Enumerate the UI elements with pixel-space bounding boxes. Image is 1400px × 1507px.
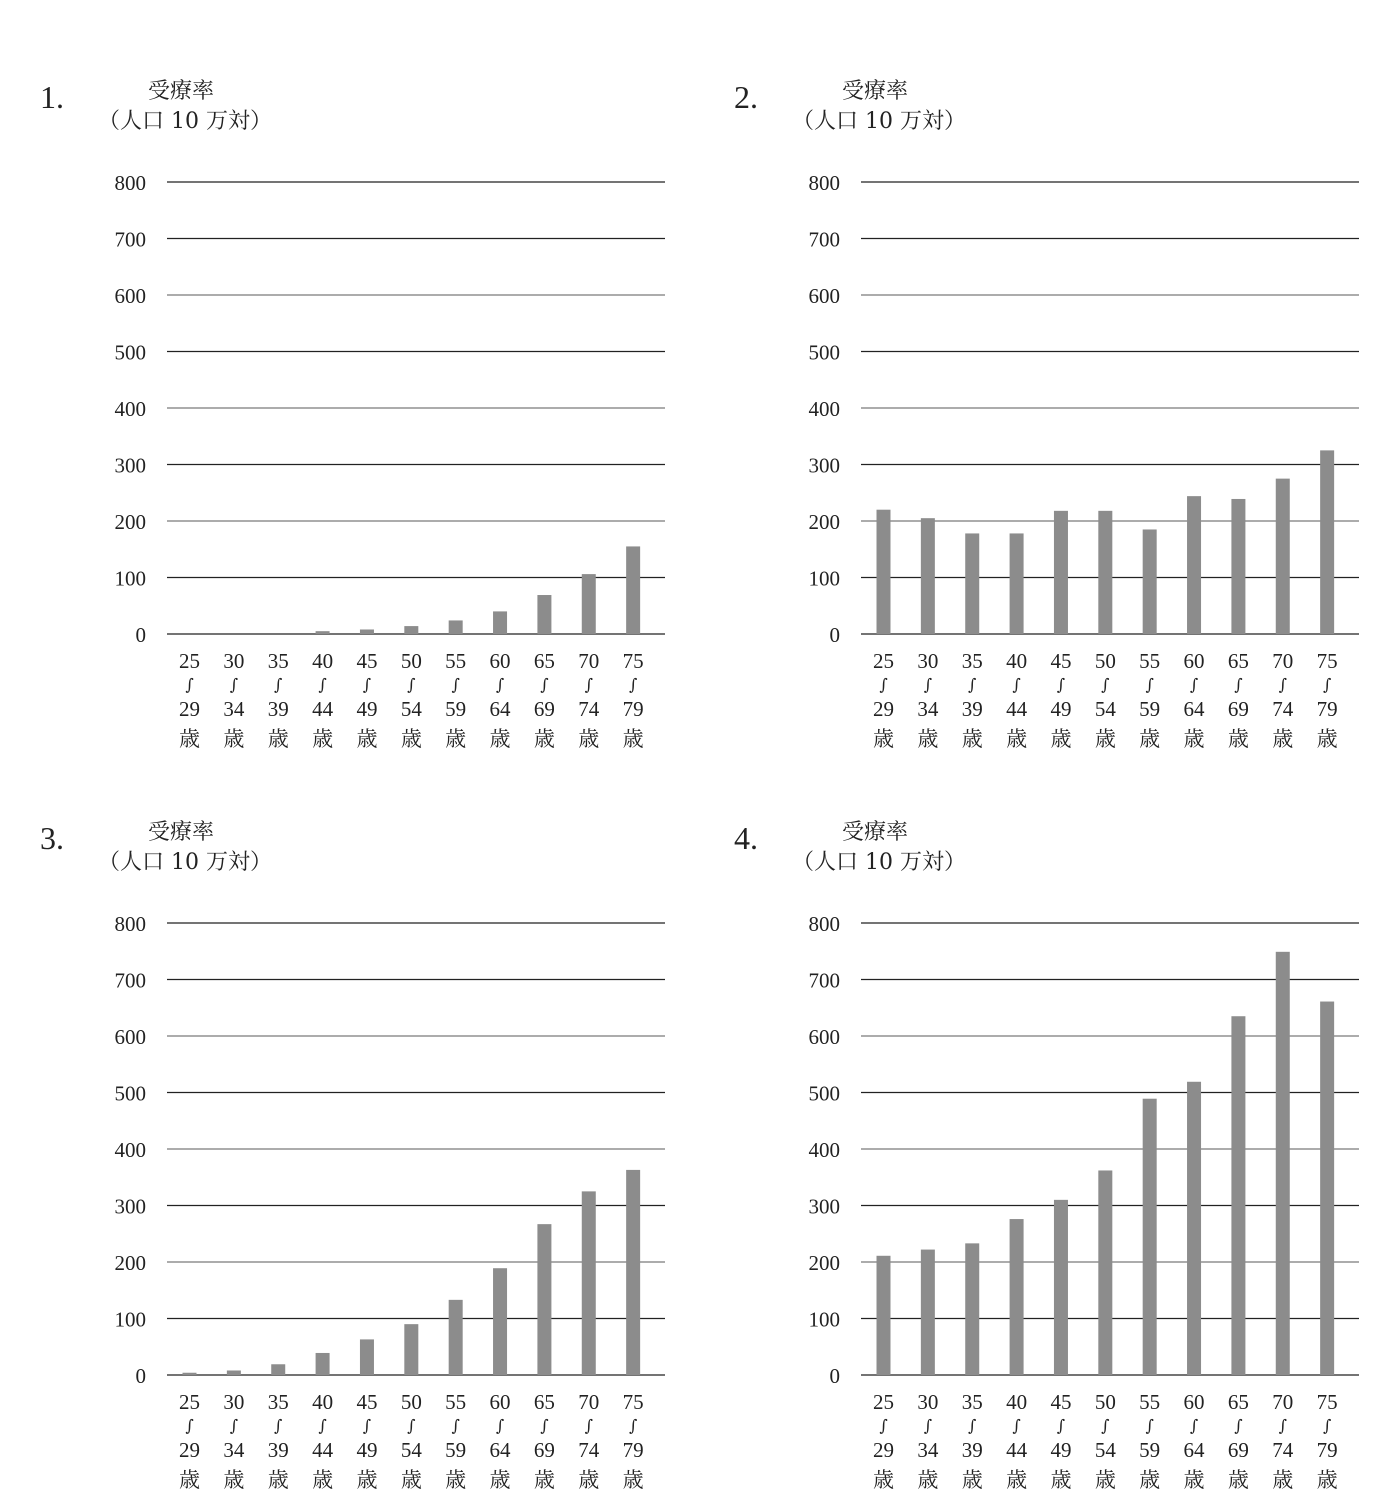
x-tick-label-separator: ∫ <box>407 675 416 694</box>
y-tick-label: 0 <box>829 623 840 647</box>
x-tick-label-end: 59 <box>1139 1438 1161 1462</box>
x-tick-label-end: 39 <box>961 1438 983 1462</box>
x-tick-label-separator: ∫ <box>1234 1416 1243 1435</box>
x-tick-label-start: 65 <box>1227 649 1249 673</box>
x-tick-label-unit: 歳 <box>356 1468 378 1492</box>
x-tick-label-separator: ∫ <box>1145 675 1154 694</box>
x-tick-label-separator: ∫ <box>584 1416 593 1435</box>
x-tick-label-separator: ∫ <box>1234 675 1243 694</box>
y-tick-label: 400 <box>808 1138 840 1162</box>
x-tick-label-start: 30 <box>917 649 939 673</box>
bar <box>1276 479 1290 634</box>
x-tick-label-end: 79 <box>622 697 644 721</box>
x-tick-label-separator: ∫ <box>968 1416 977 1435</box>
x-tick-label-unit: 歳 <box>1050 727 1072 751</box>
y-axis-unit: （人口 10 万対） <box>98 109 272 134</box>
x-tick-label-end: 39 <box>961 697 983 721</box>
x-tick-label-end: 54 <box>400 1438 422 1462</box>
y-tick-label: 100 <box>808 1307 840 1332</box>
bar <box>183 1373 197 1375</box>
y-tick-label: 500 <box>114 1081 146 1106</box>
y-tick-label: 400 <box>114 397 146 421</box>
x-tick-label-separator: ∫ <box>1056 1416 1066 1435</box>
bar <box>1010 533 1024 634</box>
x-tick-label-separator: ∫ <box>229 1416 239 1435</box>
y-axis-unit: （人口 10 万対） <box>792 109 966 134</box>
bar <box>537 595 551 634</box>
x-tick-label-separator: ∫ <box>1322 1416 1332 1435</box>
bar <box>965 1243 979 1375</box>
x-tick-label-unit: 歳 <box>267 1468 289 1492</box>
x-tick-label-start: 65 <box>1227 1390 1249 1414</box>
x-tick-label-unit: 歳 <box>1183 1468 1205 1492</box>
bar <box>537 1224 551 1375</box>
x-tick-label-start: 40 <box>312 1390 334 1414</box>
x-tick-label-unit: 歳 <box>489 1468 511 1492</box>
bar <box>921 1250 935 1375</box>
x-tick-label-separator: ∫ <box>540 675 549 694</box>
x-tick-label-start: 55 <box>445 649 467 673</box>
x-tick-label-unit: 歳 <box>1227 1468 1249 1492</box>
x-tick-label-unit: 歳 <box>400 727 422 751</box>
x-tick-label-separator: ∫ <box>540 1416 549 1435</box>
x-tick-label-start: 70 <box>578 1390 600 1414</box>
x-tick-label-unit: 歳 <box>961 727 983 751</box>
y-tick-label: 800 <box>808 171 840 195</box>
x-tick-label-start: 75 <box>622 649 644 673</box>
x-tick-label-separator: ∫ <box>318 1416 327 1435</box>
bar <box>965 533 979 634</box>
x-tick-label-unit: 歳 <box>179 1468 200 1492</box>
x-tick-label-end: 64 <box>1183 1438 1205 1462</box>
x-tick-label-unit: 歳 <box>1006 1468 1028 1492</box>
y-axis-title: 受療率 <box>148 79 215 104</box>
x-tick-label-start: 60 <box>489 649 511 673</box>
x-tick-label-start: 45 <box>356 1390 378 1414</box>
x-tick-label-end: 74 <box>1272 1438 1294 1462</box>
bar <box>1276 952 1290 1375</box>
x-tick-label-end: 64 <box>489 697 511 721</box>
x-tick-label-end: 34 <box>917 697 939 721</box>
y-tick-label: 200 <box>114 1251 146 1275</box>
x-tick-label-unit: 歳 <box>622 727 644 751</box>
x-tick-label-separator: ∫ <box>628 675 638 694</box>
x-tick-label-unit: 歳 <box>873 727 894 751</box>
bar <box>404 1324 418 1375</box>
y-tick-label: 100 <box>114 1307 146 1332</box>
bar <box>1231 499 1245 634</box>
x-tick-label-unit: 歳 <box>961 1468 983 1492</box>
x-tick-label-start: 35 <box>267 1390 289 1414</box>
x-tick-label-start: 45 <box>356 649 378 673</box>
chart-number: 4. <box>734 820 758 856</box>
x-tick-label-unit: 歳 <box>1227 727 1249 751</box>
x-tick-label-unit: 歳 <box>356 727 378 751</box>
x-tick-label-separator: ∫ <box>584 675 593 694</box>
x-tick-label-start: 40 <box>312 649 334 673</box>
x-tick-label-end: 29 <box>873 697 894 721</box>
x-tick-label-end: 44 <box>312 697 334 721</box>
x-tick-label-unit: 歳 <box>400 1468 422 1492</box>
x-tick-label-end: 49 <box>356 697 378 721</box>
y-tick-label: 600 <box>114 1025 146 1049</box>
chart-number: 2. <box>734 79 758 115</box>
x-tick-label-unit: 歳 <box>223 727 245 751</box>
x-tick-label-unit: 歳 <box>1316 1468 1338 1492</box>
chart-panel-2 <box>694 0 1394 750</box>
y-tick-label: 300 <box>808 1194 840 1219</box>
x-tick-label-end: 59 <box>1139 697 1161 721</box>
x-tick-label-separator: ∫ <box>185 675 194 694</box>
x-tick-label-unit: 歳 <box>1094 1468 1116 1492</box>
x-tick-label-end: 54 <box>1094 1438 1116 1462</box>
x-tick-label-unit: 歳 <box>1006 727 1028 751</box>
x-tick-label-start: 30 <box>223 1390 245 1414</box>
x-tick-label-end: 79 <box>1316 697 1338 721</box>
x-tick-label-start: 30 <box>917 1390 939 1414</box>
chart-number: 3. <box>40 820 64 856</box>
y-axis-title: 受療率 <box>148 820 215 845</box>
y-tick-label: 500 <box>808 1081 840 1106</box>
bar <box>1187 1082 1201 1375</box>
bar <box>582 574 596 634</box>
bar <box>877 1256 891 1375</box>
y-tick-label: 700 <box>808 968 840 993</box>
bar <box>493 611 507 634</box>
x-tick-label-start: 30 <box>223 649 245 673</box>
x-tick-label-start: 55 <box>1139 1390 1161 1414</box>
x-tick-label-start: 60 <box>1183 649 1205 673</box>
bar <box>227 1370 241 1375</box>
x-tick-label-start: 65 <box>533 1390 555 1414</box>
x-tick-label-unit: 歳 <box>917 727 939 751</box>
x-tick-label-separator: ∫ <box>451 1416 460 1435</box>
x-tick-label-unit: 歳 <box>267 727 289 751</box>
bar <box>921 518 935 634</box>
x-tick-label-unit: 歳 <box>1050 1468 1072 1492</box>
bar <box>271 1364 285 1375</box>
x-tick-label-separator: ∫ <box>495 1416 505 1435</box>
y-tick-label: 300 <box>114 453 146 478</box>
x-tick-label-end: 34 <box>223 697 245 721</box>
x-tick-label-separator: ∫ <box>968 675 977 694</box>
x-tick-label-start: 25 <box>873 649 894 673</box>
bar <box>360 629 374 634</box>
x-tick-label-start: 75 <box>622 1390 644 1414</box>
bar <box>360 1339 374 1375</box>
y-tick-label: 100 <box>808 566 840 591</box>
bar <box>1010 1219 1024 1375</box>
y-tick-label: 600 <box>808 284 840 308</box>
bar <box>449 1300 463 1375</box>
x-tick-label-separator: ∫ <box>274 675 283 694</box>
x-tick-label-end: 49 <box>1050 697 1072 721</box>
x-tick-label-unit: 歳 <box>1272 1468 1294 1492</box>
x-tick-label-end: 49 <box>1050 1438 1072 1462</box>
x-tick-label-end: 74 <box>578 697 600 721</box>
y-tick-label: 400 <box>808 397 840 421</box>
x-tick-label-unit: 歳 <box>445 1468 467 1492</box>
x-tick-label-end: 69 <box>533 697 555 721</box>
x-tick-label-end: 74 <box>578 1438 600 1462</box>
x-tick-label-unit: 歳 <box>179 727 200 751</box>
x-tick-label-start: 70 <box>1272 1390 1294 1414</box>
x-tick-label-end: 69 <box>1227 1438 1249 1462</box>
x-tick-label-separator: ∫ <box>1012 1416 1021 1435</box>
y-tick-label: 300 <box>114 1194 146 1219</box>
y-tick-label: 500 <box>114 340 146 365</box>
x-tick-label-start: 40 <box>1006 1390 1028 1414</box>
y-tick-label: 200 <box>808 1251 840 1275</box>
x-tick-label-end: 59 <box>445 697 467 721</box>
x-tick-label-start: 70 <box>578 649 600 673</box>
x-tick-label-unit: 歳 <box>1094 727 1116 751</box>
bar <box>626 546 640 634</box>
x-tick-label-end: 49 <box>356 1438 378 1462</box>
x-tick-label-unit: 歳 <box>578 727 600 751</box>
x-tick-label-start: 55 <box>1139 649 1161 673</box>
bar <box>1231 1016 1245 1375</box>
x-tick-label-start: 35 <box>267 649 289 673</box>
bar <box>316 631 330 634</box>
x-tick-label-separator: ∫ <box>1012 675 1021 694</box>
x-tick-label-end: 79 <box>622 1438 644 1462</box>
x-tick-label-start: 25 <box>873 1390 894 1414</box>
x-tick-label-end: 54 <box>1094 697 1116 721</box>
x-tick-label-end: 64 <box>489 1438 511 1462</box>
x-tick-label-end: 29 <box>873 1438 894 1462</box>
x-tick-label-start: 25 <box>179 1390 200 1414</box>
y-tick-label: 700 <box>808 227 840 252</box>
bar-chart-4 <box>694 741 1394 1491</box>
bar <box>582 1191 596 1375</box>
x-tick-label-end: 59 <box>445 1438 467 1462</box>
x-tick-label-end: 34 <box>917 1438 939 1462</box>
x-tick-label-separator: ∫ <box>1101 1416 1110 1435</box>
x-tick-label-separator: ∫ <box>923 675 933 694</box>
x-tick-label-separator: ∫ <box>1189 1416 1199 1435</box>
bar <box>1098 511 1112 634</box>
x-tick-label-separator: ∫ <box>1322 675 1332 694</box>
bar <box>1320 1002 1334 1375</box>
x-tick-label-separator: ∫ <box>229 675 239 694</box>
x-tick-label-start: 50 <box>1094 1390 1116 1414</box>
x-tick-label-unit: 歳 <box>1183 727 1205 751</box>
y-axis-unit: （人口 10 万対） <box>98 850 272 875</box>
x-tick-label-unit: 歳 <box>533 1468 555 1492</box>
x-tick-label-end: 74 <box>1272 697 1294 721</box>
bar <box>316 1353 330 1375</box>
y-tick-label: 300 <box>808 453 840 478</box>
bar <box>1143 1099 1157 1375</box>
y-tick-label: 800 <box>808 912 840 936</box>
x-tick-label-end: 29 <box>179 697 200 721</box>
y-tick-label: 200 <box>114 510 146 534</box>
bar-chart-2 <box>694 0 1394 750</box>
y-tick-label: 0 <box>135 623 146 647</box>
x-tick-label-start: 45 <box>1050 649 1072 673</box>
y-tick-label: 100 <box>114 566 146 591</box>
bar <box>626 1170 640 1375</box>
x-tick-label-start: 75 <box>1316 649 1338 673</box>
x-tick-label-unit: 歳 <box>445 727 467 751</box>
chart-panel-3 <box>0 741 700 1491</box>
x-tick-label-end: 69 <box>533 1438 555 1462</box>
x-tick-label-start: 55 <box>445 1390 467 1414</box>
x-tick-label-unit: 歳 <box>622 1468 644 1492</box>
x-tick-label-end: 54 <box>400 697 422 721</box>
x-tick-label-separator: ∫ <box>495 675 505 694</box>
x-tick-label-separator: ∫ <box>1278 675 1287 694</box>
x-tick-label-start: 25 <box>179 649 200 673</box>
y-tick-label: 500 <box>808 340 840 365</box>
bar <box>404 626 418 634</box>
x-tick-label-separator: ∫ <box>362 1416 372 1435</box>
x-tick-label-separator: ∫ <box>1278 1416 1287 1435</box>
y-tick-label: 800 <box>114 912 146 936</box>
x-tick-label-end: 79 <box>1316 1438 1338 1462</box>
x-tick-label-start: 50 <box>400 649 422 673</box>
x-tick-label-separator: ∫ <box>318 675 327 694</box>
x-tick-label-unit: 歳 <box>533 727 555 751</box>
y-tick-label: 600 <box>808 1025 840 1049</box>
x-tick-label-separator: ∫ <box>451 675 460 694</box>
x-tick-label-start: 35 <box>961 1390 983 1414</box>
y-tick-label: 700 <box>114 227 146 252</box>
y-axis-title: 受療率 <box>842 820 909 845</box>
x-tick-label-end: 44 <box>312 1438 334 1462</box>
y-tick-label: 200 <box>808 510 840 534</box>
x-tick-label-separator: ∫ <box>1101 675 1110 694</box>
x-tick-label-separator: ∫ <box>1056 675 1066 694</box>
x-tick-label-start: 40 <box>1006 649 1028 673</box>
x-tick-label-start: 50 <box>400 1390 422 1414</box>
y-axis-unit: （人口 10 万対） <box>792 850 966 875</box>
x-tick-label-unit: 歳 <box>312 1468 334 1492</box>
bar <box>1187 496 1201 634</box>
bar <box>1054 511 1068 634</box>
chart-panel-4 <box>694 741 1394 1491</box>
x-tick-label-start: 35 <box>961 649 983 673</box>
bar-chart-3 <box>0 741 700 1491</box>
x-tick-label-end: 44 <box>1006 1438 1028 1462</box>
x-tick-label-start: 50 <box>1094 649 1116 673</box>
x-tick-label-end: 64 <box>1183 697 1205 721</box>
x-tick-label-separator: ∫ <box>923 1416 933 1435</box>
x-tick-label-start: 60 <box>1183 1390 1205 1414</box>
y-axis-title: 受療率 <box>842 79 909 104</box>
x-tick-label-unit: 歳 <box>1139 1468 1161 1492</box>
bar <box>1320 450 1334 634</box>
x-tick-label-end: 39 <box>267 1438 289 1462</box>
bar <box>1143 529 1157 634</box>
y-tick-label: 700 <box>114 968 146 993</box>
y-tick-label: 600 <box>114 284 146 308</box>
bar <box>493 1268 507 1375</box>
x-tick-label-start: 60 <box>489 1390 511 1414</box>
y-tick-label: 0 <box>829 1364 840 1388</box>
x-tick-label-end: 29 <box>179 1438 200 1462</box>
x-tick-label-unit: 歳 <box>1316 727 1338 751</box>
chart-panel-1 <box>0 0 700 750</box>
x-tick-label-end: 44 <box>1006 697 1028 721</box>
y-tick-label: 800 <box>114 171 146 195</box>
bar-chart-1 <box>0 0 700 750</box>
bar <box>877 510 891 634</box>
x-tick-label-unit: 歳 <box>312 727 334 751</box>
x-tick-label-start: 65 <box>533 649 555 673</box>
x-tick-label-separator: ∫ <box>628 1416 638 1435</box>
bar <box>1054 1200 1068 1375</box>
y-tick-label: 400 <box>114 1138 146 1162</box>
x-tick-label-separator: ∫ <box>879 1416 888 1435</box>
x-tick-label-separator: ∫ <box>274 1416 283 1435</box>
x-tick-label-unit: 歳 <box>223 1468 245 1492</box>
x-tick-label-separator: ∫ <box>362 675 372 694</box>
x-tick-label-separator: ∫ <box>1189 675 1199 694</box>
x-tick-label-start: 45 <box>1050 1390 1072 1414</box>
x-tick-label-separator: ∫ <box>185 1416 194 1435</box>
bar <box>449 620 463 634</box>
x-tick-label-unit: 歳 <box>578 1468 600 1492</box>
bar <box>1098 1170 1112 1375</box>
x-tick-label-unit: 歳 <box>489 727 511 751</box>
x-tick-label-start: 70 <box>1272 649 1294 673</box>
chart-number: 1. <box>40 79 64 115</box>
x-tick-label-separator: ∫ <box>879 675 888 694</box>
x-tick-label-unit: 歳 <box>917 1468 939 1492</box>
x-tick-label-end: 34 <box>223 1438 245 1462</box>
x-tick-label-end: 69 <box>1227 697 1249 721</box>
x-tick-label-unit: 歳 <box>873 1468 894 1492</box>
y-tick-label: 0 <box>135 1364 146 1388</box>
x-tick-label-end: 39 <box>267 697 289 721</box>
x-tick-label-separator: ∫ <box>1145 1416 1154 1435</box>
x-tick-label-unit: 歳 <box>1139 727 1161 751</box>
x-tick-label-unit: 歳 <box>1272 727 1294 751</box>
x-tick-label-separator: ∫ <box>407 1416 416 1435</box>
x-tick-label-start: 75 <box>1316 1390 1338 1414</box>
